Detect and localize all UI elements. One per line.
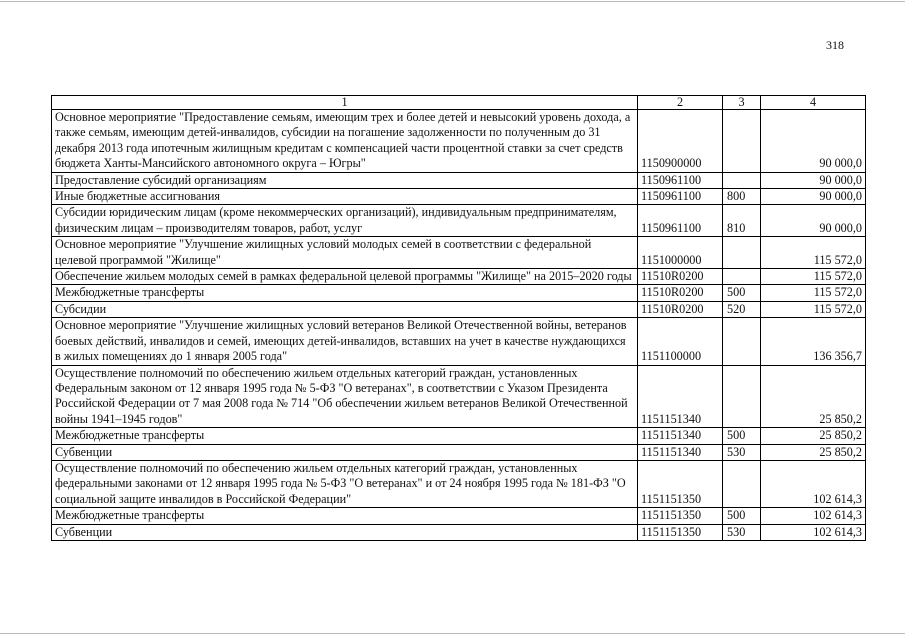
row-code-cell: 11510R0200	[638, 269, 723, 285]
table-row	[52, 285, 866, 301]
table-row	[52, 189, 866, 205]
row-amount-cell: 102 614,3	[761, 460, 866, 507]
row-code-cell: 1150961100	[638, 189, 723, 205]
row-code-cell: 1151151350	[638, 524, 723, 540]
table-row	[52, 172, 866, 188]
row-name-cell: Осуществление полномочий по обеспечению жильем отдельных категорий граждан, установленных федеральными законами от 12 января 1995 года № 5-ФЗ "О ветеранах" и от 24 ноября 1995 года № 181-ФЗ "О социальной защите инвалидов в Российской Федерации"	[52, 460, 638, 507]
scan-edge-bottom	[0, 633, 905, 634]
row-name-cell: Иные бюджетные ассигнования	[52, 189, 638, 205]
row-amount-cell: 115 572,0	[761, 285, 866, 301]
row-amount-cell: 136 356,7	[761, 318, 866, 365]
header-col-4: 4	[761, 96, 866, 110]
row-type-cell	[723, 460, 761, 507]
table-row	[52, 205, 866, 237]
table-row	[52, 110, 866, 173]
row-amount-cell: 25 850,2	[761, 428, 866, 444]
row-amount-cell: 90 000,0	[761, 205, 866, 237]
row-type-cell: 500	[723, 285, 761, 301]
row-type-cell	[723, 172, 761, 188]
row-amount-cell: 90 000,0	[761, 189, 866, 205]
row-code-cell: 1150900000	[638, 110, 723, 173]
row-type-cell: 530	[723, 524, 761, 540]
row-type-cell	[723, 318, 761, 365]
row-type-cell: 800	[723, 189, 761, 205]
row-type-cell: 810	[723, 205, 761, 237]
row-code-cell: 11510R0200	[638, 285, 723, 301]
row-name-cell: Субсидии	[52, 301, 638, 317]
table-row	[52, 508, 866, 524]
row-amount-cell: 102 614,3	[761, 524, 866, 540]
budget-table	[51, 95, 866, 541]
row-type-cell	[723, 110, 761, 173]
row-name-cell: Субвенции	[52, 444, 638, 460]
table-row	[52, 301, 866, 317]
row-code-cell: 1151151340	[638, 428, 723, 444]
table-row	[52, 460, 866, 507]
row-type-cell: 520	[723, 301, 761, 317]
row-name-cell: Межбюджетные трансферты	[52, 428, 638, 444]
table-row	[52, 318, 866, 365]
header-col-1: 1	[52, 96, 638, 110]
row-code-cell: 1151100000	[638, 318, 723, 365]
row-name-cell: Предоставление субсидий организациям	[52, 172, 638, 188]
row-name-cell: Основное мероприятие "Улучшение жилищных условий молодых семей в соответствии с федеральной целевой программой "Жилище"	[52, 237, 638, 269]
row-type-cell: 530	[723, 444, 761, 460]
header-col-2: 2	[638, 96, 723, 110]
row-code-cell: 1151151340	[638, 365, 723, 428]
row-amount-cell: 90 000,0	[761, 110, 866, 173]
row-amount-cell: 115 572,0	[761, 269, 866, 285]
row-code-cell: 1150961100	[638, 172, 723, 188]
table-row	[52, 269, 866, 285]
row-name-cell: Осуществление полномочий по обеспечению жильем отдельных категорий граждан, установленных Федеральным законом от 12 января 1995 года № 5-ФЗ "О ветеранах", в соответствии с Указом Президента Российской Федерации от 7 мая 2008 года № 714 "Об обеспечении жильем ветеранов Великой Отечественной войны 1941–1945 годов"	[52, 365, 638, 428]
row-amount-cell: 25 850,2	[761, 444, 866, 460]
row-name-cell: Обеспечение жильем молодых семей в рамках федеральной целевой программы "Жилище" на 2015–2020 годы	[52, 269, 638, 285]
row-name-cell: Субвенции	[52, 524, 638, 540]
row-amount-cell: 115 572,0	[761, 237, 866, 269]
row-amount-cell: 102 614,3	[761, 508, 866, 524]
row-name-cell: Межбюджетные трансферты	[52, 285, 638, 301]
table-row	[52, 444, 866, 460]
row-code-cell: 1150961100	[638, 205, 723, 237]
scan-edge-top	[0, 1, 905, 2]
row-type-cell	[723, 237, 761, 269]
table-header-row	[52, 96, 866, 110]
row-code-cell: 1151000000	[638, 237, 723, 269]
row-amount-cell: 90 000,0	[761, 172, 866, 188]
page-number: 318	[826, 38, 844, 52]
row-code-cell: 1151151350	[638, 460, 723, 507]
row-type-cell	[723, 269, 761, 285]
table-row	[52, 237, 866, 269]
row-amount-cell: 25 850,2	[761, 365, 866, 428]
row-type-cell	[723, 365, 761, 428]
row-name-cell: Межбюджетные трансферты	[52, 508, 638, 524]
table-row	[52, 428, 866, 444]
row-type-cell: 500	[723, 508, 761, 524]
row-type-cell: 500	[723, 428, 761, 444]
table-row	[52, 365, 866, 428]
row-amount-cell: 115 572,0	[761, 301, 866, 317]
header-col-3: 3	[723, 96, 761, 110]
row-name-cell: Основное мероприятие "Предоставление семьям, имеющим трех и более детей и невысокий уровень дохода, а также семьям, имеющим детей-инвалидов, субсидии на погашение задолженности по полученным до 31 декабря 2013 года ипотечным жилищным кредитам с компенсацией части процентной ставки за счет средств бюджета Ханты-Мансийского автономного округа – Югры"	[52, 110, 638, 173]
row-code-cell: 11510R0200	[638, 301, 723, 317]
row-name-cell: Основное мероприятие "Улучшение жилищных условий ветеранов Великой Отечественной войны, ветеранов боевых действий, инвалидов и семей, имеющих детей-инвалидов, вставших на учет в качестве нуждающихся в жилых помещениях до 1 января 2005 года"	[52, 318, 638, 365]
row-code-cell: 1151151350	[638, 508, 723, 524]
row-code-cell: 1151151340	[638, 444, 723, 460]
table-row	[52, 524, 866, 540]
row-name-cell: Субсидии юридическим лицам (кроме некоммерческих организаций), индивидуальным предпринимателям, физическим лицам – производителям товаров, работ, услуг	[52, 205, 638, 237]
